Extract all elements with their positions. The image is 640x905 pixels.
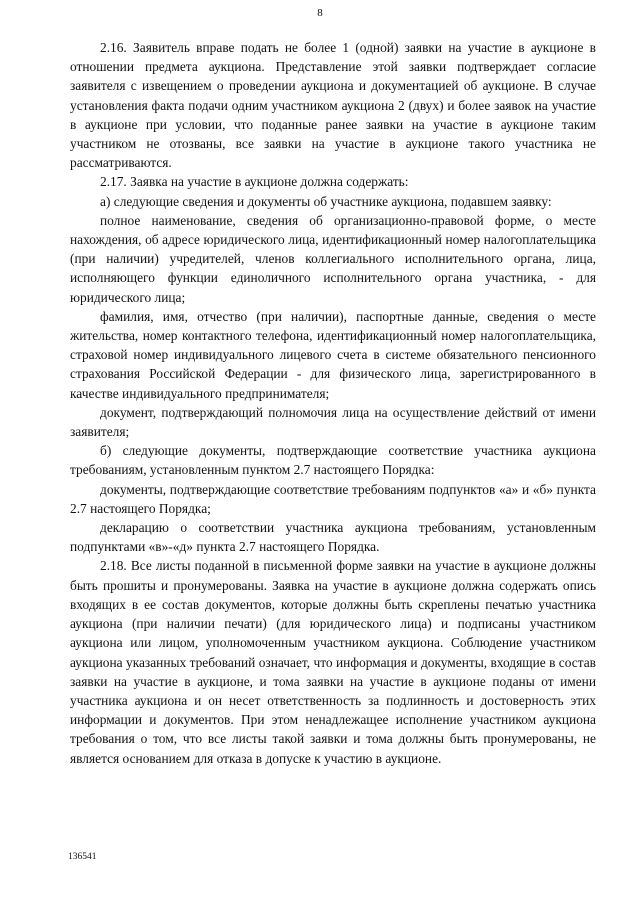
paragraph-2-17-b: б) следующие документы, подтверждающие соответствие участника аукциона требованиям, установленным пунктом 2.7 настоящего Порядка: <box>70 443 596 478</box>
paragraph-declaration: декларацию о соответствии участника аукциона требованиям, установленным подпунктами «в»-«д» пункта 2.7 настоящего Порядка. <box>70 520 596 555</box>
page-number: 8 <box>317 7 323 19</box>
paragraph-2-17: 2.17. Заявка на участие в аукционе должна содержать: <box>100 174 409 190</box>
document-code: 136541 <box>68 852 97 862</box>
paragraph-authority-document: документ, подтверждающий полномочия лица на осуществление действий от имени заявителя; <box>70 404 596 440</box>
paragraph-2-18: 2.18. Все листы поданной в письменной форме заявки на участие в аукционе должны быть прошиты и пронумерованы. Заявка на участие в аукционе должна содержать опись входящих в ее состав документов, которые должны быть скреплены печатью участника аукциона (при наличии печати) (для юридического лица) и подписаны участником аукциона или лицом, уполномоченным участником аукциона. Соблюдение участником аукциона указанных требований означает, что информация и документы, входящие в состав заявки на участие в аукционе, и тома заявки на участие в аукционе поданы от имени участника аукциона и он несет ответственность за подлинность и достоверность этих информации и документов. При этом ненадлежащее исполнение участником аукциона требования о том, что все листы такой заявки и тома должны быть пронумерованы, не является основанием для отказа в допуске к участию в аукционе. <box>70 558 596 766</box>
document-body <box>70 38 596 768</box>
paragraph-legal-entity: полное наименование, сведения об организационно-правовой форме, о месте нахождения, об адресе юридического лица, идентификационный номер налогоплательщика (при наличии) учредителей, членов коллегиального исполнительного органа, лица, исполняющего функции единоличного исполнительного органа участника, - для юридического лица; <box>70 212 596 305</box>
paragraph-compliance-documents: документы, подтверждающие соответствие требованиям подпунктов «а» и «б» пункта 2.7 настоящего Порядка; <box>70 481 596 516</box>
paragraph-2-16: 2.16. Заявитель вправе подать не более 1 (одной) заявки на участие в аукционе в отношении предмета аукциона. Представление этой заявки подтверждает согласие заявителя с извещением о проведении аукциона и документацией об аукционе. В случае установления факта подачи одним участником аукциона 2 (двух) и более заявок на участие в аукционе при условии, что поданные ранее заявки на участие в аукционе таким участником не отозваны, все заявки на участие в аукционе такого участника не рассматриваются. <box>70 40 596 171</box>
paragraph-2-17-a: а) следующие сведения и документы об участнике аукциона, подавшем заявку: <box>100 193 552 209</box>
paragraph-individual: фамилия, имя, отчество (при наличии), паспортные данные, сведения о месте жительства, номер контактного телефона, идентификационный номер налогоплательщика, страховой номер индивидуального лицевого счета в системе обязательного пенсионного страхования Российской Федерации - для физического лица, зарегистрированного в качестве индивидуального предпринимателя; <box>70 308 596 401</box>
